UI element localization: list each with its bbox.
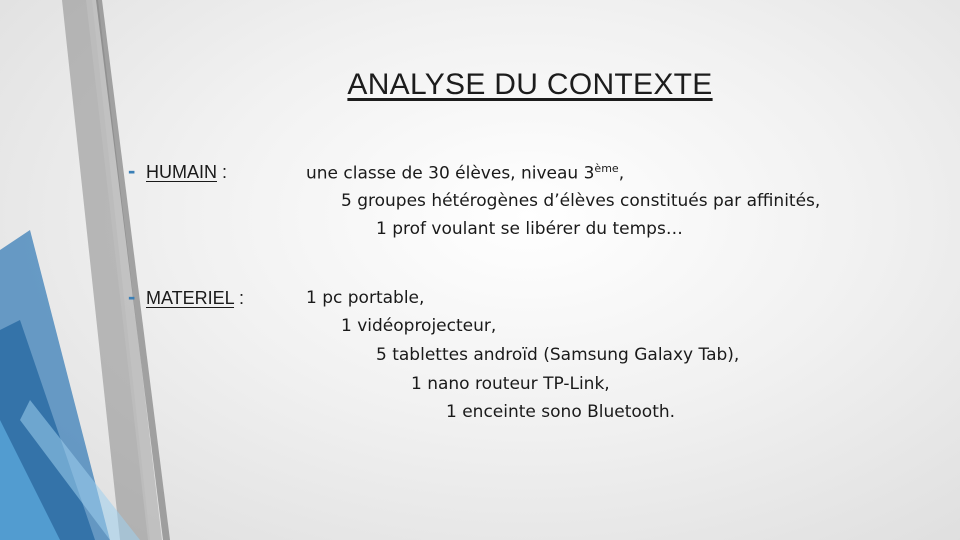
section-line: 1 enceinte sono Bluetooth.: [446, 402, 676, 422]
section-line: 1 vidéoprojecteur,: [341, 316, 497, 336]
section-line: 1 pc portable,: [306, 288, 425, 308]
slide-title: ANALYSE DU CONTEXTE: [347, 68, 713, 101]
bullet-dash: -: [128, 284, 136, 309]
section-line: 1 prof voulant se libérer du temps…: [376, 219, 683, 239]
section-label: HUMAIN :: [146, 162, 228, 182]
section-line: une classe de 30 élèves, niveau 3ème,: [306, 162, 625, 184]
section-line: 5 groupes hétérogènes d’élèves constitués par affinités,: [341, 191, 821, 211]
section-line: 5 tablettes androïd (Samsung Galaxy Tab),: [376, 345, 740, 365]
section-line: 1 nano routeur TP-Link,: [411, 374, 610, 394]
section-label: MATERIEL :: [146, 288, 245, 308]
bullet-dash: -: [128, 158, 136, 183]
